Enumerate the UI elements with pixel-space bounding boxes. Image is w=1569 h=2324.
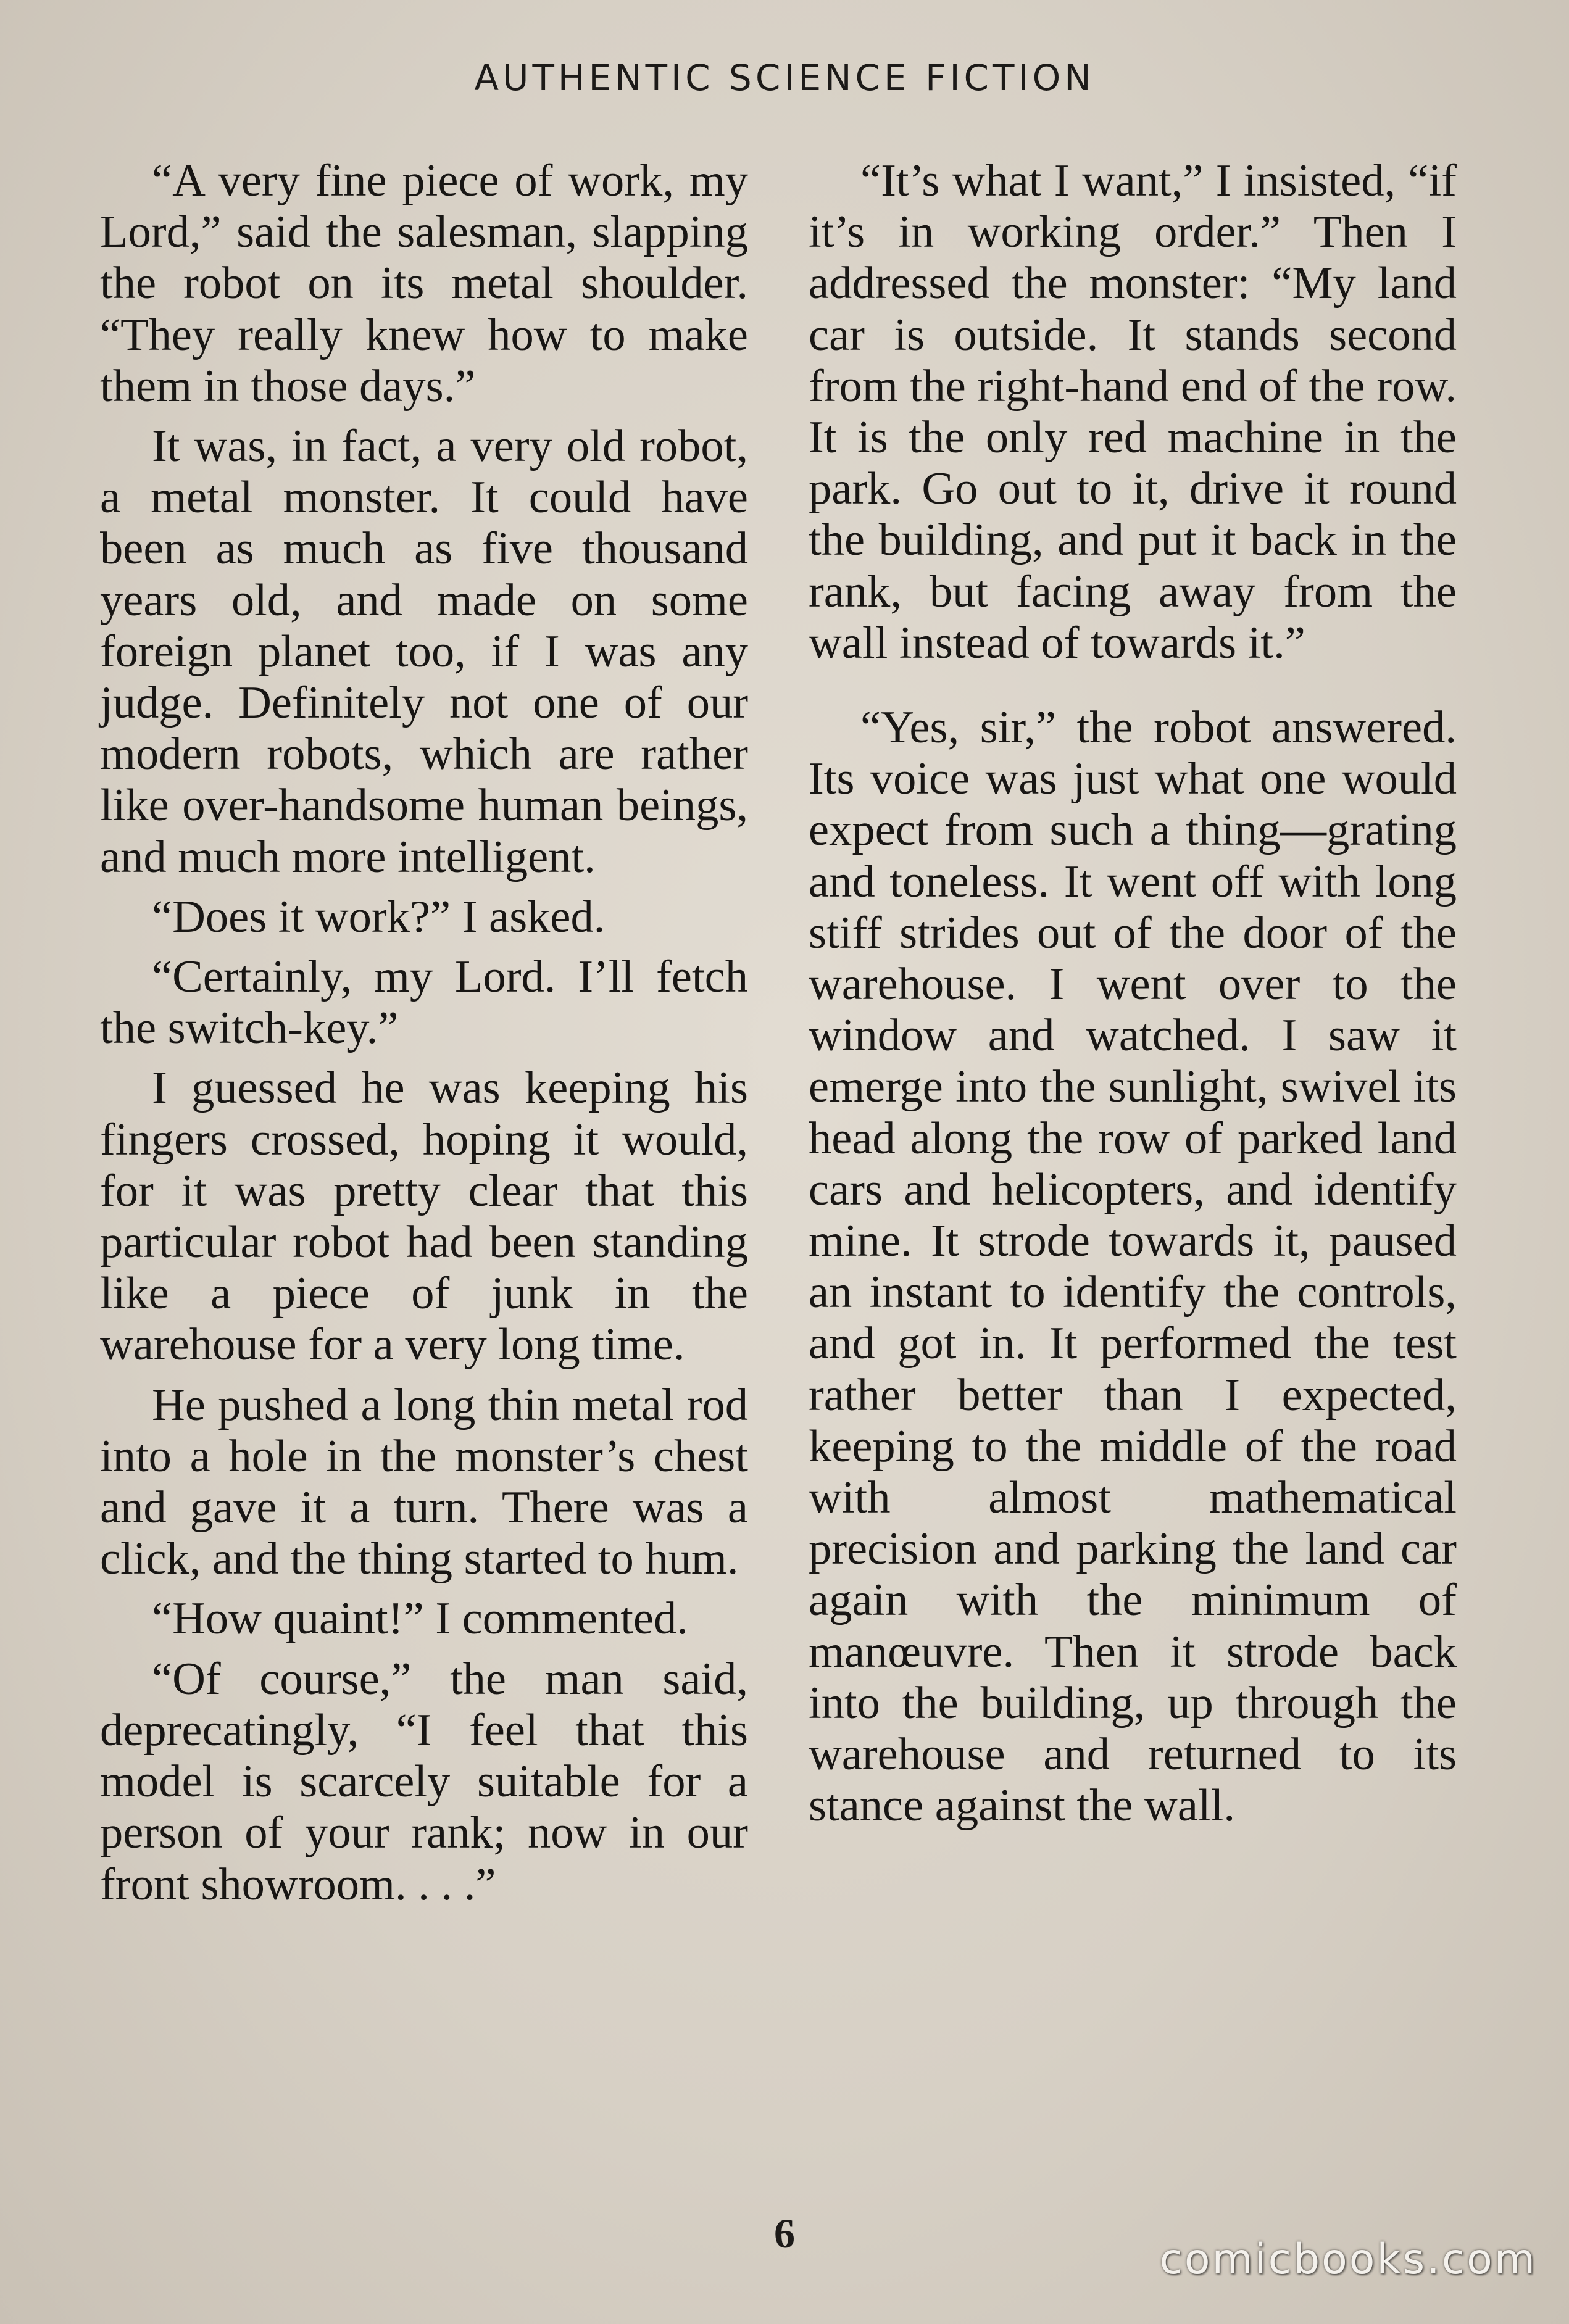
paragraph: “Yes, sir,” the robot answered. Its voice was just what one would expect from such a thing—grating and toneless. It went off with long stiff strides out of the door of the warehouse. I went over to the window and watched. I saw it emerge into the sunlight, swivel its head along the row of parked land cars and helicopters, and identify mine. It strode towards it, paused an instant to identify the controls, and got in. It performed the test rather better than I expected, keeping to the middle of the road with almost mathematical precision and parking the land car again with the minimum of manœuvre. Then it strode back into the building, up through the warehouse and returned to its stance against the wall.	[809, 702, 1457, 1832]
watermark: comicbooks.com	[1159, 2235, 1537, 2284]
paragraph: “It’s what I want,” I insisted, “if it’s in working order.” Then I addressed the monster: “My land car is outside. It stands second from the right-hand end of the row. It is the only red machine in the park. Go out to it, drive it round the building, and put it back in the rank, but facing away from the wall instead of towards it.”	[809, 156, 1457, 668]
running-head: AUTHENTIC SCIENCE FICTION	[474, 57, 1095, 99]
paragraph: It was, in fact, a very old robot, a metal monster. It could have been as much as five thousand years old, and made on some foreign planet too, if I was any judge. Definitely not one of our modern robots, which are rather like over-handsome human beings, and much more intelligent.	[100, 421, 748, 882]
page-number: 6	[774, 2210, 795, 2257]
paragraph: He pushed a long thin metal rod into a hole in the monster’s chest and gave it a turn. There was a click, and the thing started to hum.	[100, 1379, 748, 1585]
paragraph: “Does it work?” I asked.	[152, 891, 606, 942]
paragraph: I guessed he was keeping his fingers crossed, hoping it would, for it was pretty clear that this particular robot had been standing like a piece of junk in the warehouse for a very long time.	[100, 1063, 748, 1371]
paragraph: “Certainly, my Lord. I’ll fetch the switch-key.”	[100, 952, 748, 1054]
paragraph: “How quaint!” I commented.	[152, 1593, 688, 1645]
left-column	[100, 156, 748, 1911]
right-column	[809, 156, 1457, 1832]
paragraph: “Of course,” the man said, deprecatingly, “I feel that this model is scarcely suitable for a person of your rank; now in our front showroom. . . .”	[100, 1653, 748, 1910]
paragraph: “A very fine piece of work, my Lord,” said the salesman, slapping the robot on its metal shoulder. “They really knew how to make them in those days.”	[100, 156, 748, 412]
